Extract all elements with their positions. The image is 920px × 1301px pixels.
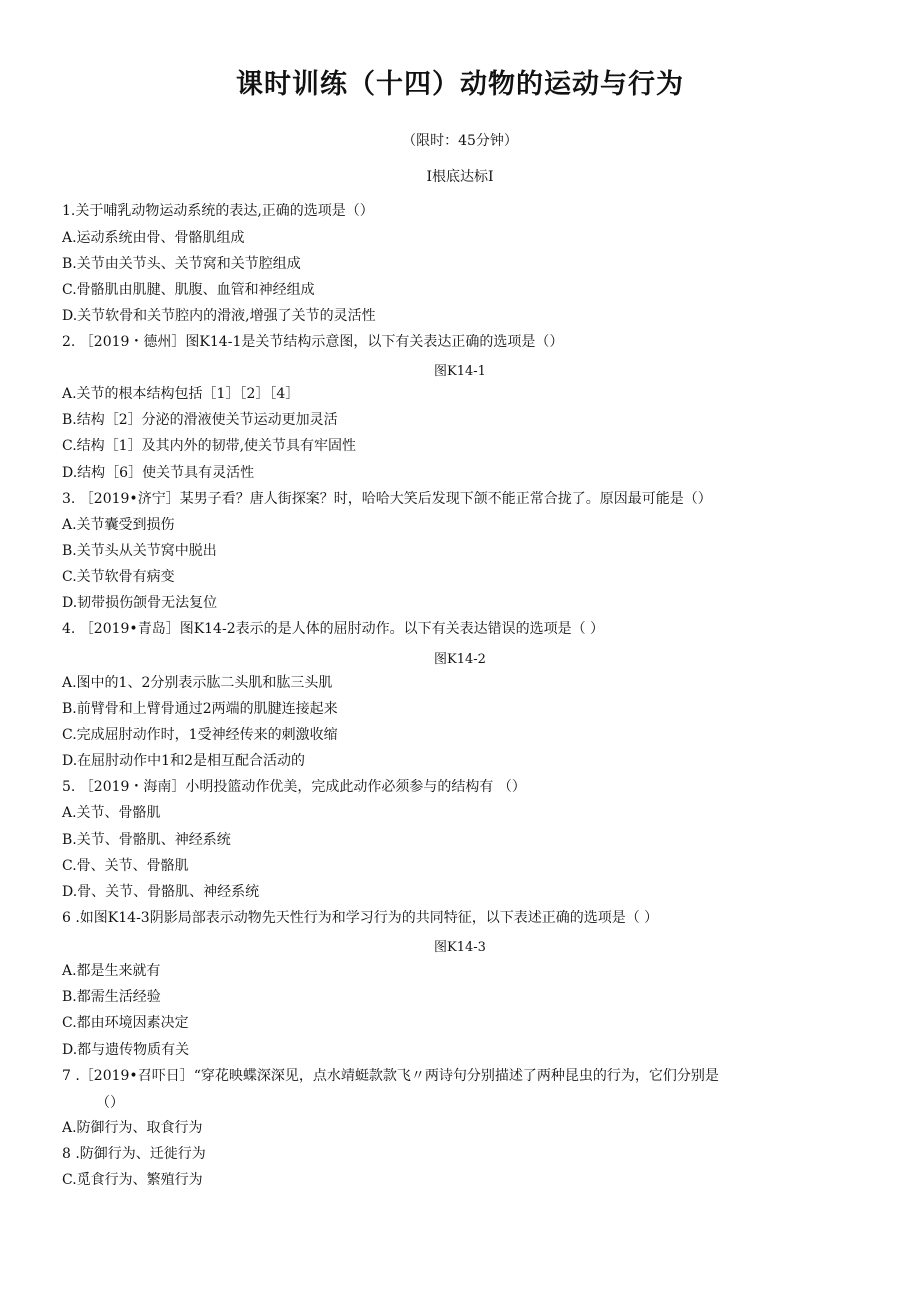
question-5: 5. ［2019・海南］小明投篮动作优美，完成此动作必须参与的结构有 （）: [62, 779, 526, 795]
time-limit: （限时：45分钟）: [402, 133, 518, 149]
q5-option-b: B.关节、骨骼肌、神经系统: [62, 832, 231, 848]
figure-caption-k14-3: 图K14-3: [434, 940, 486, 955]
question-8: 8 .防御行为、迁徙行为: [62, 1146, 206, 1162]
q6-option-c: C.都由环境因素决定: [62, 1015, 189, 1031]
q2-option-d: D.结构［6］使关节具有灵活性: [62, 465, 255, 481]
q5-option-c: C.骨、关节、骨骼肌: [62, 858, 189, 874]
q2-option-c: C.结构［1］及其内外的韧带,使关节具有牢固性: [62, 438, 357, 454]
q4-option-c: C.完成屈肘动作时，1受神经传来的刺激收缩: [62, 727, 338, 743]
q7-option-c: C.觅食行为、繁殖行为: [62, 1172, 203, 1188]
q7-answer-bracket: （）: [96, 1095, 124, 1111]
section-heading: I根底达标I: [426, 169, 494, 185]
q2-option-a: A.关节的根本结构包括［1］［2］［4］: [62, 386, 300, 402]
q5-option-a: A.关节、骨骼肌: [62, 805, 161, 821]
q6-option-b: B.都需生活经验: [62, 989, 161, 1005]
page-title: 课时训练（十四）动物的运动与行为: [236, 69, 684, 100]
question-7: 7 .［2019•召吓日］“穿花映蝶深深见，点水靖蜓款款飞〃两诗句分别描述了两种昆虫的行为，它们分别是: [62, 1068, 719, 1084]
q7-option-a: A.防御行为、取食行为: [62, 1120, 203, 1136]
q3-option-d: D.韧带损伤颌骨无法复位: [62, 595, 218, 611]
q6-option-a: A.都是生来就有: [62, 963, 161, 979]
figure-caption-k14-1: 图K14-1: [434, 364, 486, 379]
q3-option-c: C.关节软骨有病变: [62, 569, 175, 585]
question-6: 6 .如图K14-3阴影局部表示动物先天性行为和学习行为的共同特征，以下表述正确的选项是（ ）: [62, 910, 659, 926]
q4-option-b: B.前臂骨和上臂骨通过2两端的肌腱连接起来: [62, 701, 338, 717]
q4-option-d: D.在屈肘动作中1和2是相互配合活动的: [62, 753, 305, 769]
figure-caption-k14-2: 图K14-2: [434, 652, 486, 667]
q3-option-a: A.关节囊受到损伤: [62, 517, 175, 533]
q3-option-b: B.关节头从关节窝中脱出: [62, 543, 217, 559]
question-2: 2. ［2019・德州］图K14-1是关节结构示意图，以下有关表达正确的选项是（）: [62, 334, 564, 350]
q4-option-a: A.图中的1、2分别表示肱二头肌和肱三头肌: [62, 675, 333, 691]
q6-option-d: D.都与遗传物质有关: [62, 1042, 190, 1058]
q1-option-c: C.骨骼肌由肌腱、肌腹、血管和神经组成: [62, 282, 315, 298]
question-3: 3. ［2019•济宁］某男子看？唐人街探案？时，哈哈大笑后发现下颌不能正常合拢了。原因最可能是（）: [62, 491, 712, 507]
q5-option-d: D.骨、关节、骨骼肌、神经系统: [62, 884, 260, 900]
q1-option-b: B.关节由关节头、关节窝和关节腔组成: [62, 256, 301, 272]
q1-option-a: A.运动系统由骨、骨骼肌组成: [62, 230, 245, 246]
question-1: 1.关于哺乳动物运动系统的表达,正确的选项是（）: [62, 203, 374, 219]
q1-option-d: D.关节软骨和关节腔内的滑液,增强了关节的灵活性: [62, 308, 376, 324]
question-4: 4. ［2019•青岛］图K14-2表示的是人体的屈肘动作。以下有关表达错误的选项是（ ）: [62, 621, 605, 637]
q2-option-b: B.结构［2］分泌的滑液使关节运动更加灵活: [62, 412, 338, 428]
